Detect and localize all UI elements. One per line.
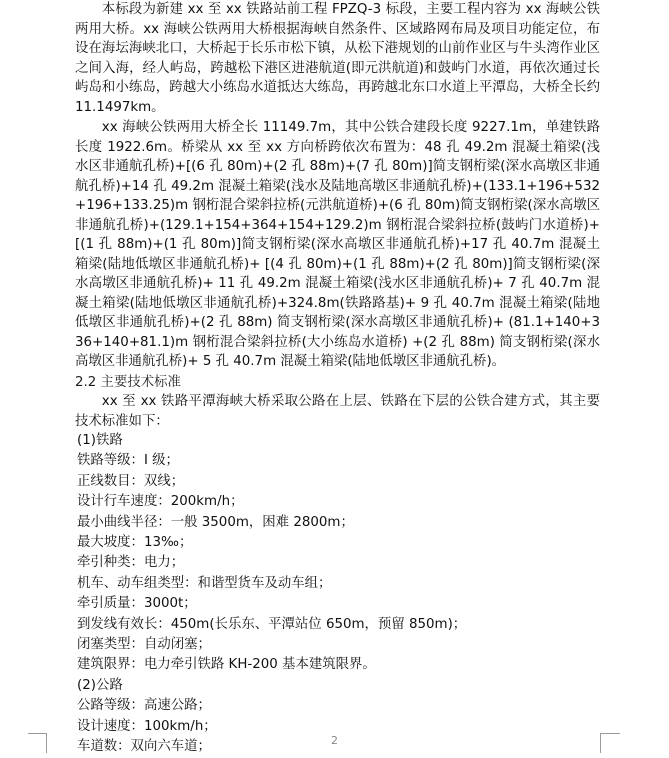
- railway-block-type: 闭塞类型：自动闭塞；: [77, 637, 211, 653]
- railway-siding-length: 到发线有效长：450m(长乐东、平潭站位 650m，预留 850m)；: [77, 616, 467, 632]
- highway-subheading: (2)公路: [77, 677, 123, 693]
- railway-subheading: (1)铁路: [77, 433, 123, 448]
- railway-traction-mass: 牵引质量：3000t；: [77, 596, 197, 612]
- railway-clearance: 建筑限界：电力牵引铁路 KH-200 基本建筑限界。: [77, 657, 376, 673]
- railway-max-gradient: 最大坡度：13‰；: [77, 535, 193, 551]
- highway-grade: 公路等级：高速公路；: [77, 698, 211, 714]
- bridge-layout-paragraph: xx 海峡公铁两用大桥全长 11149.7m，其中公铁合建段长度 9227.1m，单建铁路长度 1922.6m。桥梁从 xx 至 xx 方向桥跨依次布置为：48 孔 49.2m 混凝土箱梁(浅水区非通航孔桥)+[(6 孔 80m)+(2 孔 88m)+(7 孔 80m)]简支钢桁梁(深水高墩区非通航孔桥)+14 孔 49.2m 混凝土箱梁(浅水及陆地高墩区非通航孔桥)+(133.1+196+532+196+133.25)m 钢桁混合梁斜拉桥(元洪航道桥)+(6 孔 80m)简支钢桁梁(深水高墩区非通航孔桥)+(129.1+154+364+154+129.2)m 钢桁混合梁斜拉桥(鼓屿门水道桥)+[(1 孔 88m)+(1 孔 80m)]简支钢桁梁(深水高墩区非通航孔桥)+17 孔 40.7m 混凝土箱梁(陆地低墩区非通航孔桥)+ [(4 孔 80m)+(1 孔 88m)+(2 孔 80m)]简支钢桁梁(深水高墩区非通航孔桥)+ 11 孔 49.2m 混凝土箱梁(浅水区非通航孔桥)+ 7 孔 40.7m 混凝土箱梁(陆地低墩区非通航孔桥)+324.8m(铁路路基)+ 9 孔 40.7m 混凝土箱梁(陆地低墩区非通航孔桥)+(2 孔 88m) 简支钢桁梁(深水高墩区非通航孔桥)+ (81.1+140+336+140+81.1)m 钢桁混合梁斜拉桥(大小练岛水道桥) +(2 孔 88m) 简支钢桁梁(深水高墩区非通航孔桥)+ 5 孔 40.7m 混凝土箱梁(陆地低墩区非通航孔桥)。: [75, 120, 600, 369]
- railway-main-lines: 正线数目：双线；: [77, 473, 185, 489]
- page-content: [75, 0, 600, 758]
- technical-standards-intro: xx 至 xx 铁路平潭海峡大桥采取公路在上层、铁路在下层的公铁合建方式，其主要技术标准如下：: [75, 394, 600, 429]
- section-heading: 2.2 主要技术标准: [75, 374, 181, 390]
- railway-rolling-stock: 机车、动车组类型：和谐型货车及动车组；: [77, 575, 332, 591]
- railway-design-speed: 设计行车速度：200km/h；: [77, 494, 244, 510]
- highway-lanes: 车道数：双向六车道；: [77, 739, 211, 755]
- railway-min-curve-radius: 最小曲线半径：一般 3500m，困难 2800m；: [77, 514, 354, 530]
- project-overview-paragraph: 本标段为新建 xx 至 xx 铁路站前工程 FPZQ-3 标段，主要工程内容为 xx 海峡公铁两用大桥。xx 海峡公铁两用大桥根据海峡自然条件、区域路网布局及项目功能定位，布设在海坛海峡北口，大桥起于长乐市松下镇，从松下港规划的山前作业区与牛头湾作业区之间入海，经人屿岛，跨越松下港区进港航道(即元洪航道)和鼓屿门水道，再依次通过长屿岛和小练岛，跨越大小练岛水道抵达大练岛，再跨越北东口水道上平潭岛，大桥全长约 11.1497km。: [75, 2, 600, 115]
- railway-traction-type: 牵引种类：电力；: [77, 555, 185, 571]
- highway-design-speed: 设计速度：100km/h；: [77, 718, 217, 734]
- railway-grade: 铁路等级：I 级；: [77, 453, 179, 469]
- page-number: 2: [331, 734, 338, 747]
